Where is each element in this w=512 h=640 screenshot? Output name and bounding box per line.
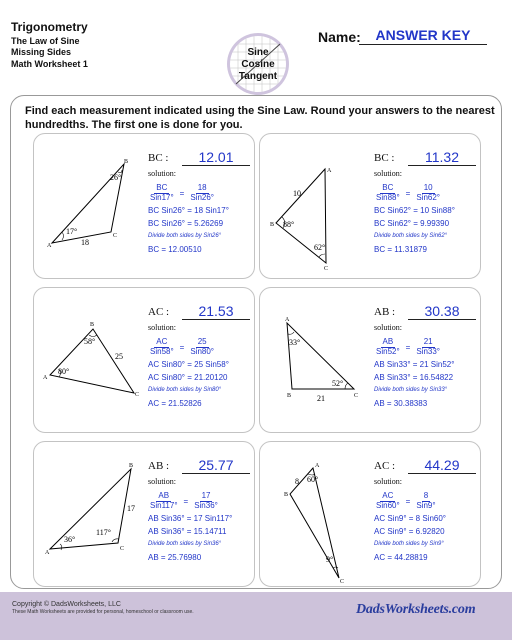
step-1: AC Sin9° = 8 Sin60° [374,514,446,523]
answer-label: AC : [374,460,396,472]
equals-sign: = [405,188,411,198]
frac-numerator: BC [156,182,168,192]
frac-numerator: 8 [423,490,429,500]
equals-sign: = [405,496,411,506]
frac-numerator: 25 [197,336,207,346]
step-2: BC Sin26° = 5.26269 [148,219,224,228]
answer-line [148,302,254,320]
side-label: 25 [115,352,123,361]
answer-value: 25.77 [182,458,250,474]
answer-label: BC : [148,152,169,164]
worksheet-titles [11,20,88,71]
divide-note: Divide both sides by Sin36° [148,541,222,547]
vertex-label: C [120,546,125,552]
equals-sign: = [405,342,411,352]
vertex-label: A [43,375,48,381]
solution-steps [374,336,480,410]
vertex-label: A [315,463,320,469]
vertex-label: A [285,317,290,323]
answer-line [148,148,254,166]
triangle-diagram [262,444,362,584]
frac-denominator: Sin33° [416,346,441,356]
frac-numerator: 10 [423,182,433,192]
step-result: BC = 12.00510 [148,245,202,254]
frac-numerator: 17 [201,490,211,500]
solution-label: solution: [374,477,403,486]
step-2: AC Sin9° = 6.92820 [374,527,445,536]
vertex-label: A [47,243,52,249]
copyright-text: Copyright © DadsWorksheets, LLC [12,601,121,608]
logo-word-cosine: Cosine [241,59,275,70]
step-1: BC Sin26° = 18 Sin17° [148,206,229,215]
triangle-diagram [262,136,362,276]
vertex-label: A [327,168,332,174]
equals-sign: = [179,188,185,198]
angle-label: 17° [66,227,78,236]
answer-line [374,302,480,320]
divide-note: Divide both sides by Sin33° [374,387,448,393]
step-result: BC = 11.31879 [374,245,428,254]
solution-steps [374,182,480,256]
solution-steps [148,336,254,410]
angle-label: 36° [64,535,76,544]
frac-denominator: Sin9° [416,500,436,510]
worksheet-subtitle-3: Math Worksheet 1 [11,58,88,69]
triangle-diagram [36,136,136,276]
vertex-label: B [129,463,134,469]
solution-label: solution: [148,323,177,332]
trig-logo [226,32,290,96]
solution-steps [374,490,480,564]
equals-sign: = [179,342,185,352]
vertex-label: C [324,266,329,272]
worksheet-subtitle-2: Missing Sides [11,47,72,58]
angle-arc [333,567,338,568]
divide-note: Divide both sides by Sin80° [148,387,222,393]
vertex-label: B [124,159,129,165]
step-2: AB Sin36° = 15.14711 [148,527,227,536]
name-label: Name: [318,29,361,45]
answer-value: 11.32 [408,150,476,166]
divide-note: Divide both sides by Sin9° [374,541,444,547]
triangle-shape [50,469,131,549]
answer-value: 30.38 [408,304,476,320]
side-label: 8 [295,477,299,486]
triangle-diagram [262,290,362,430]
logo-word-tangent: Tangent [238,71,278,82]
frac-numerator: AB [158,490,170,500]
vertex-label: A [45,550,50,556]
step-result: AC = 21.52826 [148,399,202,408]
solution-steps [148,182,254,256]
vertex-label: B [270,222,275,228]
answer-line [374,148,480,166]
side-label: 21 [317,394,325,403]
frac-denominator: Sin52° [376,346,400,356]
frac-numerator: AC [382,490,394,500]
answer-value: 44.29 [408,458,476,474]
problem-card-2 [259,133,481,279]
triangle-diagram [36,444,136,584]
answer-line [374,456,480,474]
frac-denominator: Sin36° [194,500,218,510]
angle-arc [319,254,325,257]
problem-card-1 [33,133,255,279]
angle-label: 58° [84,337,96,346]
divide-note: Divide both sides by Sin26° [148,233,222,239]
step-2: AB Sin33° = 16.54822 [374,373,454,382]
vertex-label: C [113,233,118,239]
logo-word-sine: Sine [247,47,269,58]
answer-label: AC : [148,306,170,318]
step-2: BC Sin62° = 9.99390 [374,219,450,228]
ratio-equation [374,336,480,358]
footer-bar [0,592,512,640]
instructions: Find each measurement indicated using the Sine Law. Round your answers to the nearest hundredths. The first one is done for you. [25,105,495,132]
angle-label: 62° [314,243,326,252]
answer-line [148,456,254,474]
frac-denominator: Sin88° [376,192,400,202]
usage-notice: These Math Worksheets are provided for personal, homeschool or classroom use. [12,609,194,616]
name-field: ANSWER KEY [359,27,487,45]
answer-label: AB : [374,306,396,318]
frac-denominator: Sin60° [376,500,400,510]
triangle-shape [287,323,354,389]
frac-denominator: Sin17° [150,192,174,202]
answer-value: 21.53 [182,304,250,320]
worksheet-subtitle-1: The Law of Sine [11,35,80,46]
problem-card-4 [259,287,481,433]
frac-denominator: Sin80° [190,346,215,356]
angle-label: 80° [58,367,70,376]
angle-label: 52° [332,379,344,388]
side-label: 18 [81,238,89,247]
brand-logo: DadsWorksheets.com [356,602,476,617]
vertex-label: C [354,393,359,399]
frac-numerator: AC [156,336,168,346]
angle-label: 26° [110,173,122,182]
angle-label: 88° [283,220,295,229]
step-result: AB = 25.76980 [148,553,202,562]
ratio-equation [374,182,480,204]
vertex-label: C [135,392,140,398]
frac-numerator: 18 [197,182,207,192]
step-2: AC Sin80° = 21.20120 [148,373,228,382]
vertex-label: B [284,492,289,498]
problem-card-5 [33,441,255,587]
worksheet-title: Trigonometry [11,20,88,34]
step-1: AB Sin33° = 21 Sin52° [374,360,455,369]
angle-label: 33° [289,338,301,347]
ratio-equation [148,336,254,358]
frac-numerator: AB [382,336,394,346]
equals-sign: = [183,496,189,506]
problem-card-6 [259,441,481,587]
angle-label: 60° [307,475,319,484]
step-1: AC Sin80° = 25 Sin58° [148,360,229,369]
divide-note: Divide both sides by Sin62° [374,233,448,239]
step-1: AB Sin36° = 17 Sin117° [148,514,233,523]
angle-arc [60,544,62,550]
angle-label: 9° [326,555,334,564]
angle-arc [288,332,294,334]
frac-denominator: Sin58° [150,346,174,356]
vertex-label: C [340,579,345,585]
side-label: 10 [293,189,301,198]
step-result: AC = 44.28819 [374,553,428,562]
ratio-equation [148,490,254,512]
answer-label: AB : [148,460,170,472]
frac-numerator: BC [382,182,394,192]
side-label: 17 [127,504,135,513]
frac-denominator: Sin62° [416,192,441,202]
frac-denominator: Sin117° [150,500,178,510]
triangle-diagram [36,290,140,430]
solution-label: solution: [374,169,403,178]
step-1: BC Sin62° = 10 Sin88° [374,206,455,215]
ratio-equation [148,182,254,204]
vertex-label: B [90,322,95,328]
footer-copyright [12,600,194,616]
solution-label: solution: [148,169,177,178]
solution-label: solution: [148,477,177,486]
angle-label: 117° [96,528,111,537]
answer-value: 12.01 [182,150,250,166]
angle-arc [345,383,348,389]
frac-denominator: Sin26° [190,192,215,202]
answer-label: BC : [374,152,395,164]
problem-card-3 [33,287,255,433]
solution-steps [148,490,254,564]
ratio-equation [374,490,480,512]
solution-label: solution: [374,323,403,332]
vertex-label: B [287,393,292,399]
angle-arc [62,232,64,240]
step-result: AB = 30.38383 [374,399,428,408]
frac-numerator: 21 [423,336,433,346]
